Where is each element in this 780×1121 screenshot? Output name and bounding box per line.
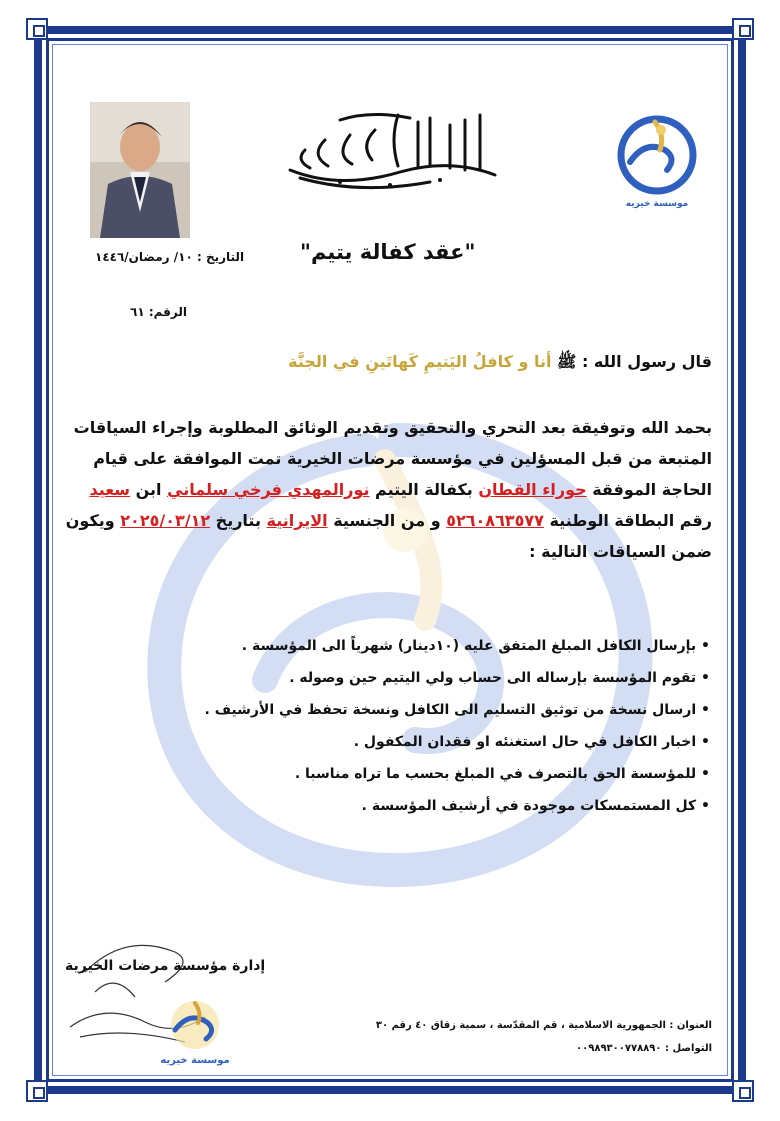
contract-date: ٢٠٢٥/٠٣/١٢ — [120, 511, 211, 530]
paragraph-text: ويكون ضمن السياقات التالية : — [65, 511, 712, 561]
address: العنوان : الجمهورية الاسلامية ، قم المقدّسة ، سمية زقاق ٤٠ رقم ٣٠ — [375, 1020, 712, 1031]
father-name: سعيد — [89, 480, 131, 499]
list-item: • تقوم المؤسسة بإرساله الى حساب ولي اليتيم حين وصوله . — [110, 662, 710, 694]
contact-number: التواصل : ٠٠٩٨٩٣٠٠٧٧٨٨٩٠ — [576, 1043, 712, 1054]
svg-text:موسسة خيريه: موسسة خيريه — [160, 1055, 230, 1066]
list-item: • كل المستمسكات موجودة في أرشيف المؤسسة . — [110, 790, 710, 822]
paragraph-text: ابن — [130, 480, 168, 499]
signature-label: إدارة مؤسسة مرضات الخيرية — [65, 958, 266, 974]
corner-ornament — [732, 1080, 754, 1102]
paragraph-text: رقم البطاقة الوطنية — [543, 511, 712, 530]
paragraph-text: بتاريخ — [210, 511, 267, 530]
contract-paragraph — [52, 412, 712, 567]
charity-logo — [605, 110, 710, 215]
document-title: "عقد كفالة يتيم" — [300, 240, 476, 264]
orphan-name: نورالمهدي فرخي سلماني — [167, 480, 370, 499]
orphan-photo — [90, 102, 190, 238]
list-item: • ارسال نسخة من توثيق التسليم الى الكافل ونسخة تحفظ في الأرشيف . — [110, 694, 710, 726]
hadith-line — [288, 352, 712, 375]
document-number: الرقم: ٦١ — [130, 305, 187, 319]
basmala-calligraphy — [280, 100, 505, 195]
corner-ornament — [26, 18, 48, 40]
list-item: • بإرسال الكافل المبلغ المتفق عليه (١٠دينار) شهرياً الى المؤسسة . — [110, 630, 710, 662]
terms-list — [110, 630, 710, 822]
list-item: • اخبار الكافل في حال استغنئه او فقدان المكفول . — [110, 726, 710, 758]
corner-ornament — [732, 18, 754, 40]
list-item: • للمؤسسة الحق بالتصرف في المبلغ بحسب ما تراه مناسبا . — [110, 758, 710, 790]
hadith-lead: قال رسول الله : ﷺ — [551, 352, 712, 371]
logo-caption: موسسة خيريه — [625, 199, 689, 209]
paragraph-text: بكفالة اليتيم — [369, 480, 479, 499]
document-date: التاريخ : ١٠/ رمضان/١٤٤٦ — [95, 250, 245, 264]
paragraph-text: بحمد الله وتوفيقة بعد التحري والتحقيق وتقديم الوثائق المطلوبة وإجراء السياقات المتبعة من قبل المسؤلين في مؤسسة مرضات الخيرية تمت الموافقة على قيام الحاجة الموفقة — [73, 418, 712, 499]
charity-stamp — [150, 995, 240, 1070]
corner-ornament — [26, 1080, 48, 1102]
hadith-quote: أنا و كافلُ اليَتيمِ كَهاتَينِ في الجنَّة — [288, 352, 552, 371]
paragraph-text: و من الجنسية — [327, 511, 447, 530]
nationality: الايرانية — [266, 511, 328, 530]
national-id-number: ٥٢٦٠٨٦٣٥٧٧ — [446, 511, 544, 530]
sponsor-name: حوراء القطان — [478, 480, 587, 499]
